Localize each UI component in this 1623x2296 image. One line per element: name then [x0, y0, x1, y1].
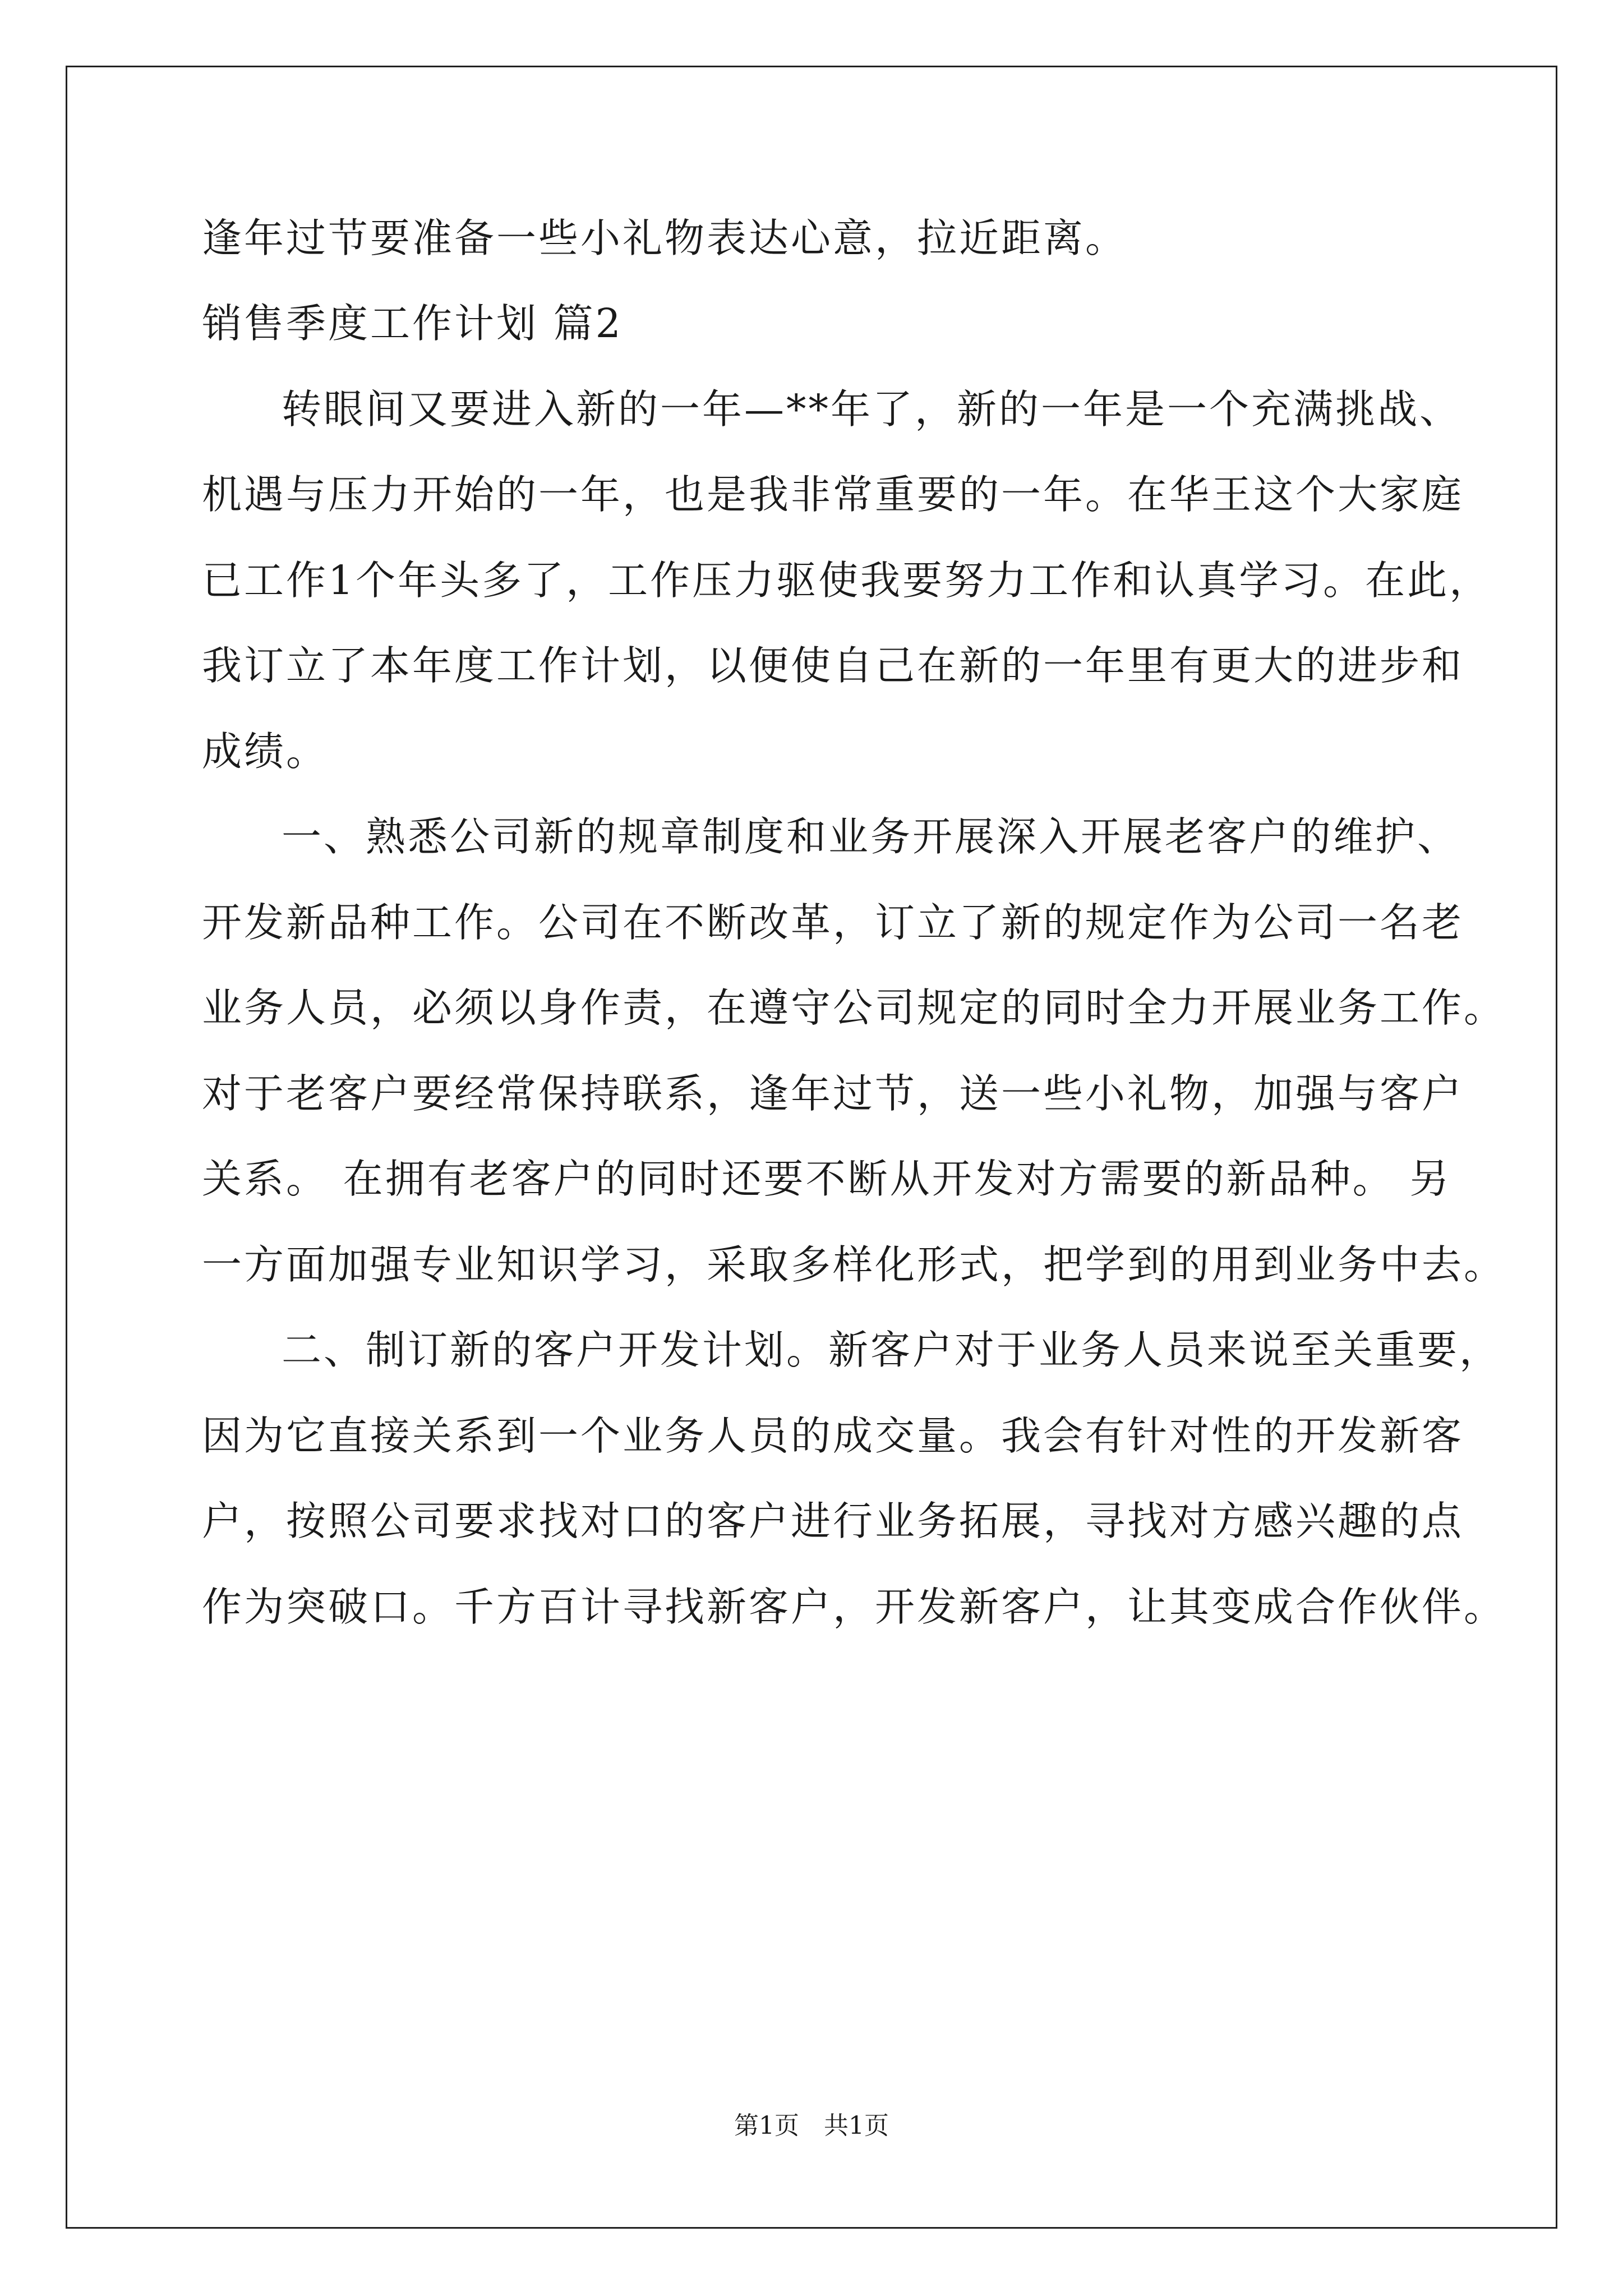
- paragraph-line: 户，按照公司要求找对口的客户进行业务拓展，寻找对方感兴趣的点: [202, 1498, 1464, 1544]
- paragraph-line: 关系。 在拥有老客户的同时还要不断从开发对方需要的新品种。 另: [202, 1156, 1452, 1202]
- paragraph-line: 业务人员，必须以身作责，在遵守公司规定的同时全力开展业务工作。: [202, 984, 1506, 1031]
- paragraph-line: 对于老客户要经常保持联系，逢年过节，送一些小礼物，加强与客户: [202, 1070, 1464, 1117]
- paragraph-line: 已工作1个年头多了，工作压力驱使我要努力工作和认真学习。在此，: [202, 557, 1492, 604]
- section-heading: 销售季度工作计划 篇2: [202, 300, 623, 347]
- paragraph-line: 我订立了本年度工作计划，以便使自己在新的一年里有更大的进步和: [202, 642, 1464, 689]
- paragraph-line: 二、制订新的客户开发计划。新客户对于业务人员来说至关重要，: [282, 1327, 1502, 1373]
- paragraph-line: 一、熟悉公司新的规章制度和业务开展深入开展老客户的维护、: [282, 813, 1460, 860]
- paragraph-line: 机遇与压力开始的一年，也是我非常重要的一年。在华王这个大家庭: [202, 471, 1464, 518]
- page-footer: 第1页 共1页: [734, 2111, 889, 2140]
- paragraph-line: 因为它直接关系到一个业务人员的成交量。我会有针对性的开发新客: [202, 1412, 1464, 1459]
- paragraph-line: 一方面加强专业知识学习，采取多样化形式，把学到的用到业务中去。: [202, 1241, 1506, 1288]
- paragraph-line: 逢年过节要准备一些小礼物表达心意，拉近距离。: [202, 215, 1128, 261]
- paragraph-line: 开发新品种工作。公司在不断改革，订立了新的规定作为公司一名老: [202, 899, 1464, 946]
- paragraph-line: 作为突破口。千方百计寻找新客户，开发新客户，让其变成合作伙伴。: [202, 1584, 1506, 1630]
- paragraph-line: 成绩。: [202, 728, 329, 775]
- paragraph-line: 转眼间又要进入新的一年—**年了，新的一年是一个充满挑战、: [282, 386, 1462, 432]
